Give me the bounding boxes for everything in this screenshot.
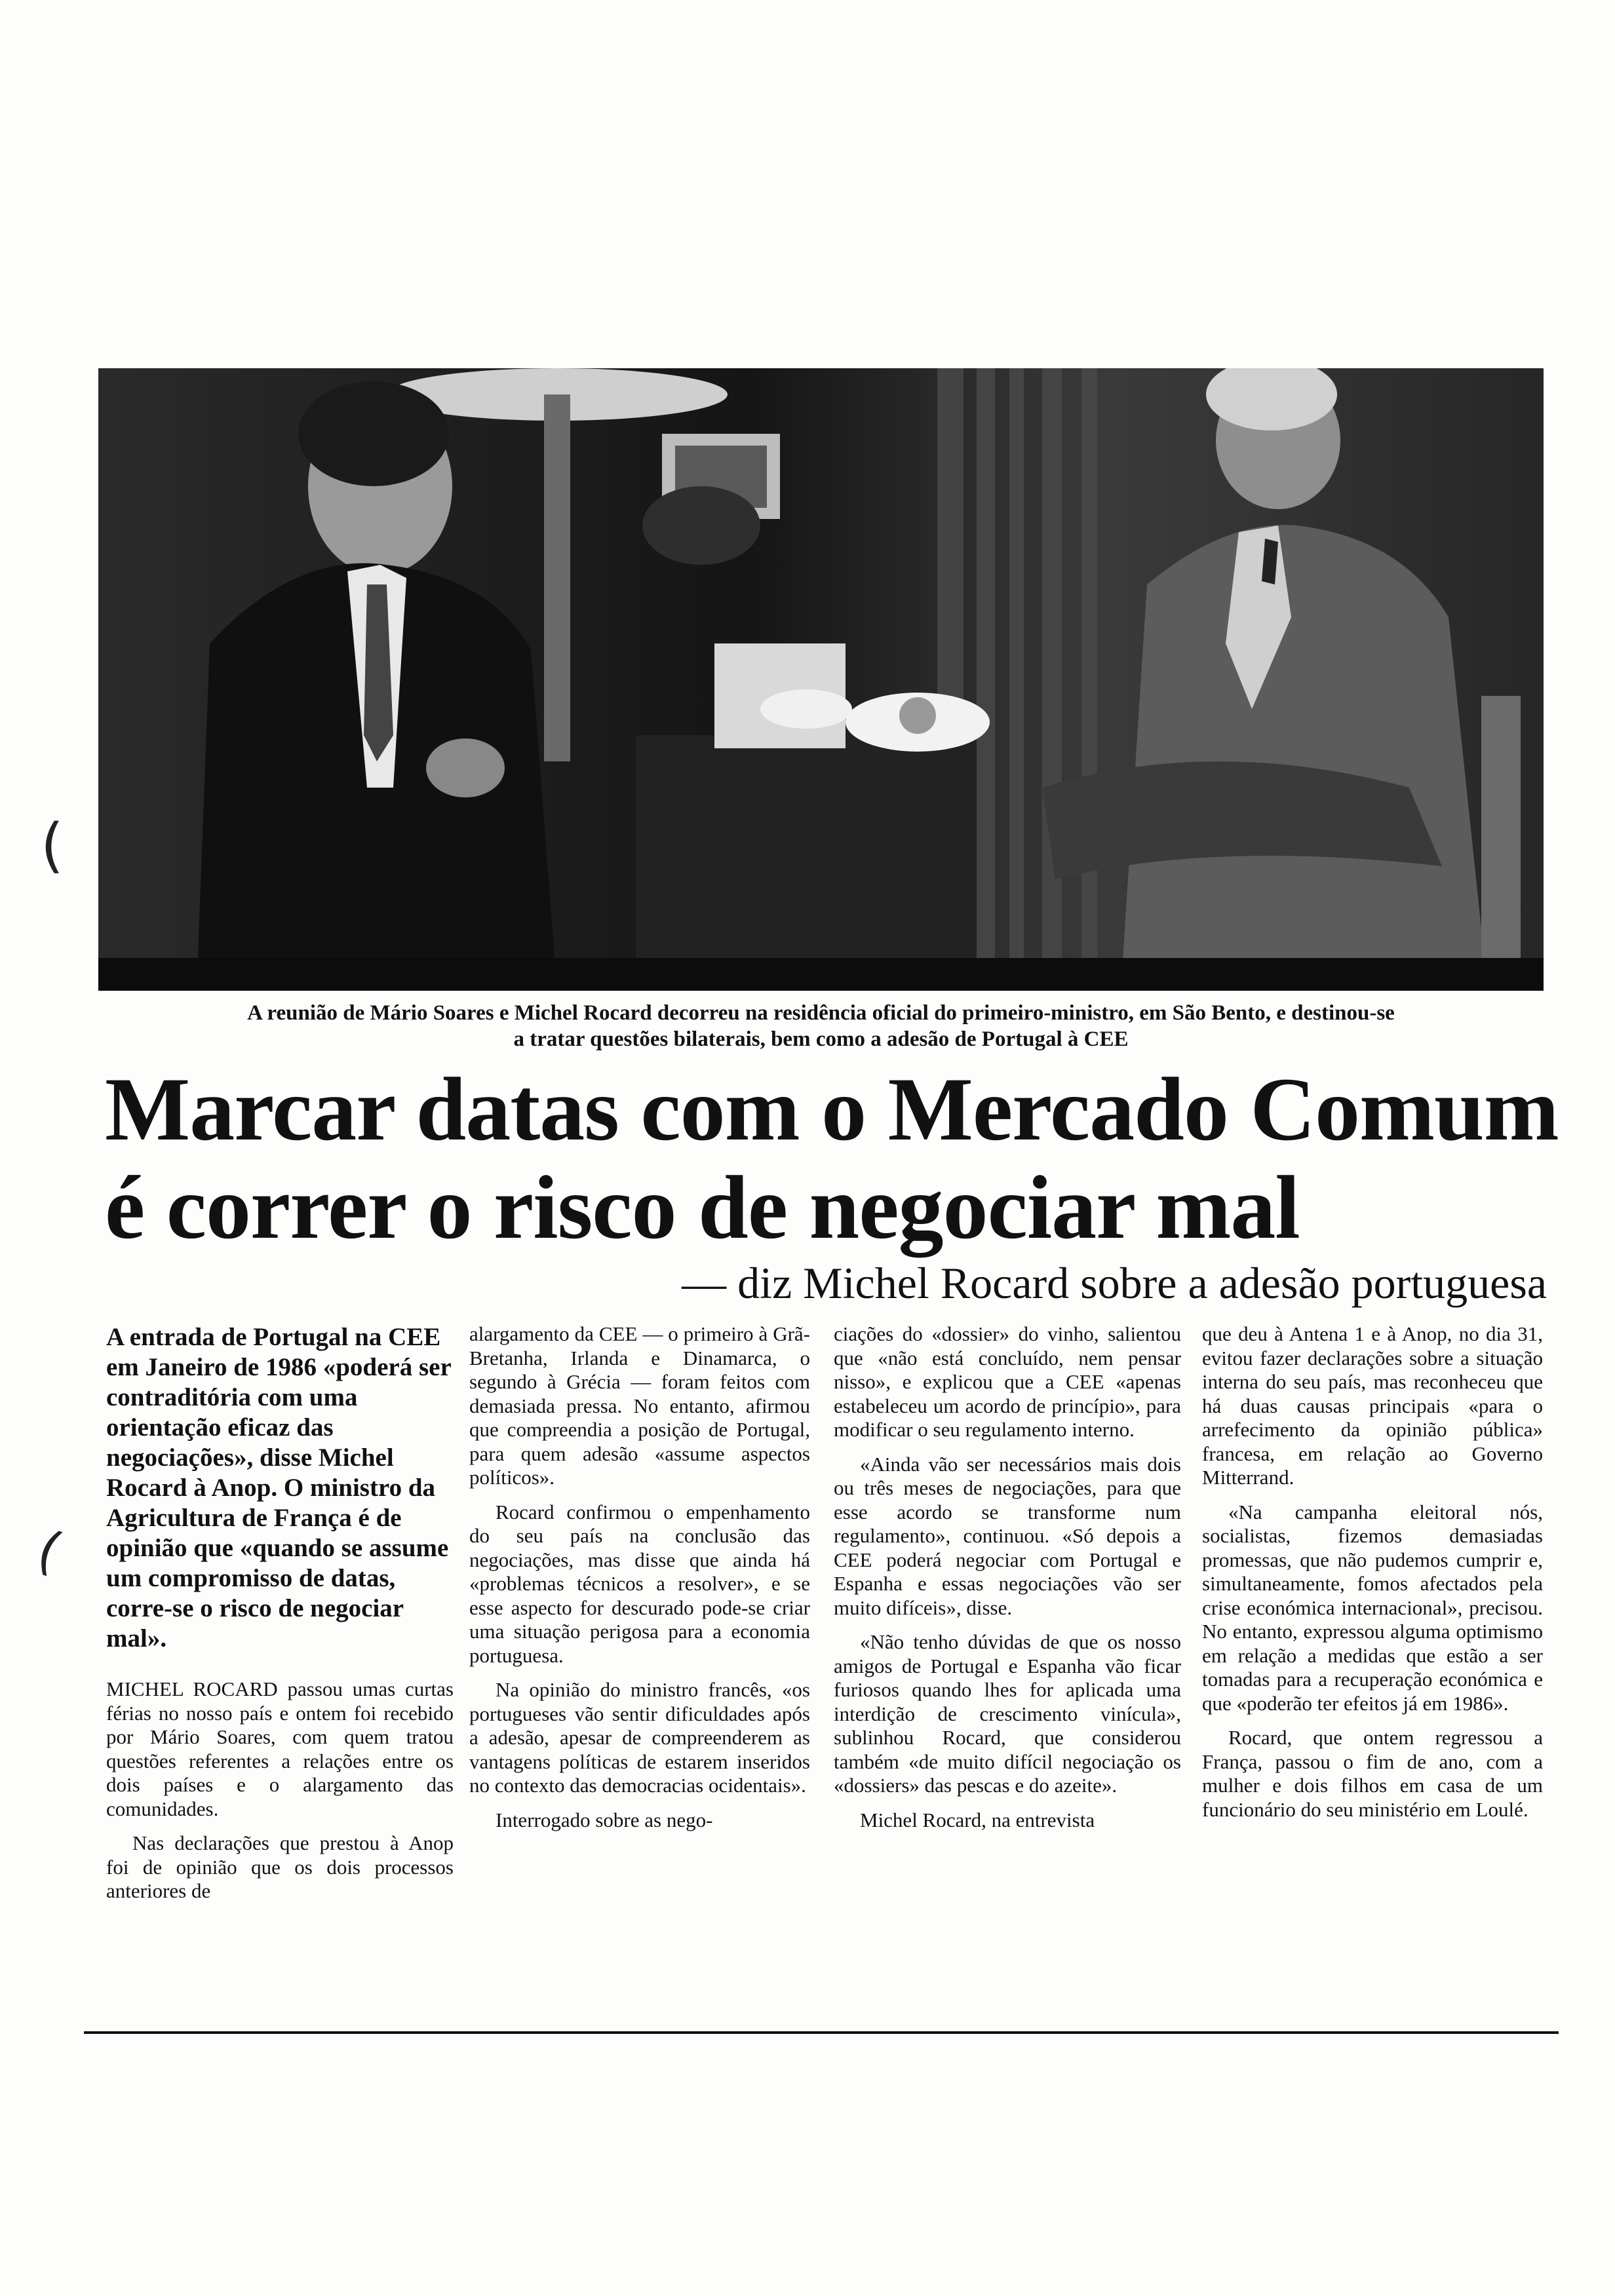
- paragraph: Rocard, que ontem regressou a França, passou o fim de ano, com a mulher e dois filhos em casa de um funcionário do seu ministério em Loulé.: [1202, 1726, 1543, 1821]
- paragraph: Interrogado sobre as nego-: [496, 1808, 713, 1831]
- paragraph: Michel Rocard, na entrevista: [860, 1808, 1095, 1831]
- scan-mark: (: [29, 1518, 70, 1583]
- paragraph: «Na campanha eleitoral nós, socialistas, fizemos demasiadas promessas, que não pudemos cumprir e, simultaneamente, fomos afectados pela crise económica internacional», precisou. No entanto, expressou alguma optimismo em relação a medidas que estão a ser tomadas para a recuperação económica e que «poderão ter efeitos já em 1986».: [1202, 1500, 1543, 1715]
- paragraph: Rocard confirmou o empenhamento do seu país na conclusão das negociações, mas disse que ainda há «problemas técnicos a resolver», e se esse aspecto for descurado pode-se criar uma situação perigosa para a economia portuguesa.: [469, 1500, 810, 1667]
- scan-mark: (: [41, 811, 64, 880]
- subheadline: — diz Michel Rocard sobre a adesão portuguesa: [682, 1258, 1547, 1308]
- paragraph: Na opinião do ministro francês, «os portugueses vão sentir dificuldades após a adesão, apesar de compreenderem as vantagens políticas de estarem inseridos no contexto das democracias ocidentais».: [469, 1678, 810, 1797]
- bottom-rule: [84, 2031, 1559, 2034]
- paragraph: alargamento da CEE — o primeiro à Grã-Bretanha, Irlanda e Dinamarca, o segundo à Grécia — foram feitos com demasiada pressa. No entanto, afirmou que compreendia a posição de Portugal, para quem adesão «assume aspectos políticos».: [469, 1322, 810, 1489]
- caption-line-1: A reunião de Mário Soares e Michel Rocard decorreu na residência oficial do primeiro-ministro, em São Bento, e destinou-se: [247, 1001, 1395, 1025]
- article-column-1: [106, 1322, 454, 1914]
- paragraph: que deu à Antena 1 e à Anop, no dia 31, evitou fazer declarações sobre a situação interna do seu país, mas reconheceu que há duas causas principais «para o arrefecimento da opinião pública» francesa, em relação ao Governo Mitterrand.: [1202, 1322, 1543, 1489]
- caption-line-2: a tratar questões bilaterais, bem como a adesão de Portugal à CEE: [513, 1027, 1129, 1051]
- paragraph: «Ainda vão ser necessários mais dois ou três meses de negociações, para que esse acordo se transforme num regulamento», continuou. «Só depois a CEE poderá negociar com Portugal e Espanha e essas negociações vão ser muito difíceis», disse.: [834, 1452, 1181, 1619]
- lead-paragraph: A entrada de Portugal na CEE em Janeiro de 1986 «poderá ser contraditória com uma orientação eficaz das negociações», disse Michel Rocard à Anop. O ministro da Agricultura de França é de opinião que «quando se assume um compromisso de datas, corre-se o risco de negociar mal».: [106, 1323, 452, 1653]
- news-photo: [98, 368, 1544, 991]
- article-column-2: [469, 1322, 810, 1843]
- article-column-4: [1202, 1322, 1543, 1832]
- headline: [105, 1059, 1559, 1257]
- headline-line-2: é correr o risco de negociar mal: [105, 1157, 1300, 1257]
- article-column-3: [834, 1322, 1181, 1843]
- photo-caption: [98, 1000, 1544, 1052]
- headline-line-1: Marcar datas com o Mercado Comum: [105, 1059, 1559, 1159]
- paragraph: MICHEL ROCARD passou umas curtas férias no nosso país e ontem foi recebido por Mário Soares, com quem tratou questões referentes a relações entre os dois países e o alargamento das comunidades.: [106, 1677, 454, 1820]
- paragraph: ciações do «dossier» do vinho, salientou que «não está concluído, nem pensar nisso», e explicou que a CEE «apenas estabeleceu um acordo de princípio», para modificar o seu regulamento interno.: [834, 1322, 1181, 1441]
- photo-illustration: [98, 368, 1544, 991]
- paragraph: «Não tenho dúvidas de que os nosso amigos de Portugal e Espanha vão ficar furiosos quando lhes for aplicada uma interdição de crescimento vinícula», sublinhou Rocard, que considerou também «de muito difícil negociação os «dossiers» das pescas e do azeite».: [834, 1630, 1181, 1797]
- paragraph: Nas declarações que prestou à Anop foi de opinião que os dois processos anteriores de: [106, 1831, 454, 1902]
